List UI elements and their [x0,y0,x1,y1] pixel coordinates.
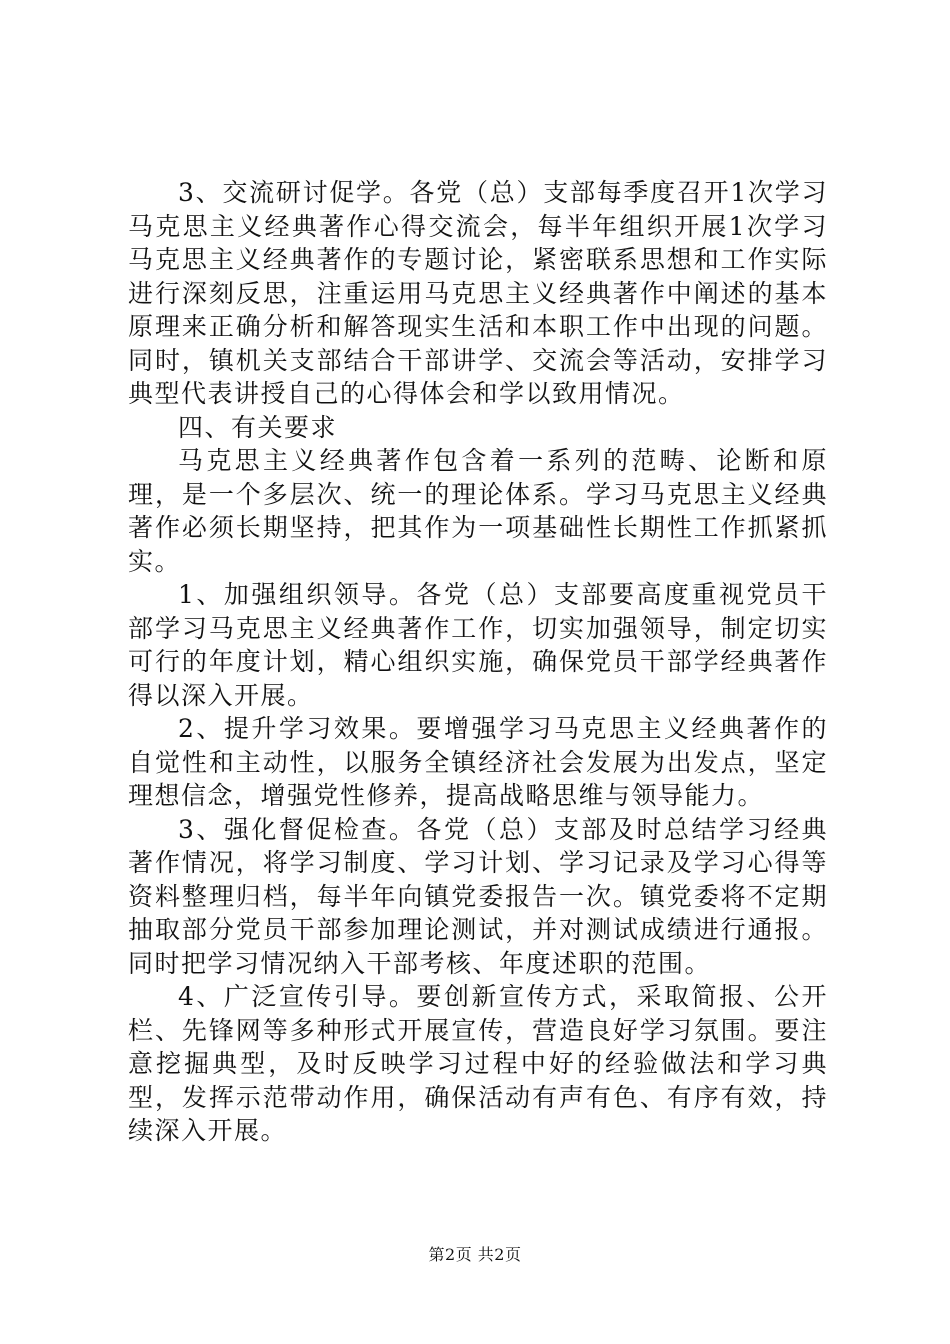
paragraph-requirements-intro: 马克思主义经典著作包含着一系列的范畴、论断和原理，是一个多层次、统一的理论体系。学习马克思主义经典著作必须长期坚持，把其作为一项基础性长期性工作抓紧抓实。 [128,446,828,576]
paragraph-learning-effect: 2、提升学习效果。要增强学习马克思主义经典著作的自觉性和主动性，以服务全镇经济社会发展为出发点，坚定理想信念，增强党性修养，提高战略思维与领导能力。 [128,714,828,810]
page-number-footer: 第2页 共2页 [428,1245,522,1264]
paragraph-organization-leadership: 1、加强组织领导。各党（总）支部要高度重视党员干部学习马克思主义经典著作工作，切实加强领导，制定切实可行的年度计划，精心组织实施，确保党员干部学经典著作得以深入开展。 [128,580,828,710]
paragraph-exchange-seminar: 3、交流研讨促学。各党（总）支部每季度召开1次学习马克思主义经典著作心得交流会，每半年组织开展1次学习马克思主义经典著作的专题讨论，紧密联系思想和工作实际进行深刻反思，注重运用马克思主义经典著作中阐述的基本原理来正确分析和解答现实生活和本职工作中出现的问题。同时，镇机关支部结合干部讲学、交流会等活动，安排学习典型代表讲授自己的心得体会和学以致用情况。 [128,178,828,408]
paragraph-supervision-inspection: 3、强化督促检查。各党（总）支部及时总结学习经典著作情况，将学习制度、学习计划、学习记录及学习心得等资料整理归档，每半年向镇党委报告一次。镇党委将不定期抽取部分党员干部参加理论测试，并对测试成绩进行通报。同时把学习情况纳入干部考核、年度述职的范围。 [128,814,828,978]
paragraph-publicity-guidance: 4、广泛宣传引导。要创新宣传方式，采取简报、公开栏、先锋网等多种形式开展宣传，营造良好学习氛围。要注意挖掘典型，及时反映学习过程中好的经验做法和学习典型，发挥示范带动作用，确保活动有声有色、有序有效，持续深入开展。 [128,982,828,1145]
section-heading-requirements: 四、有关要求 [178,412,338,442]
document-body [128,176,828,1148]
